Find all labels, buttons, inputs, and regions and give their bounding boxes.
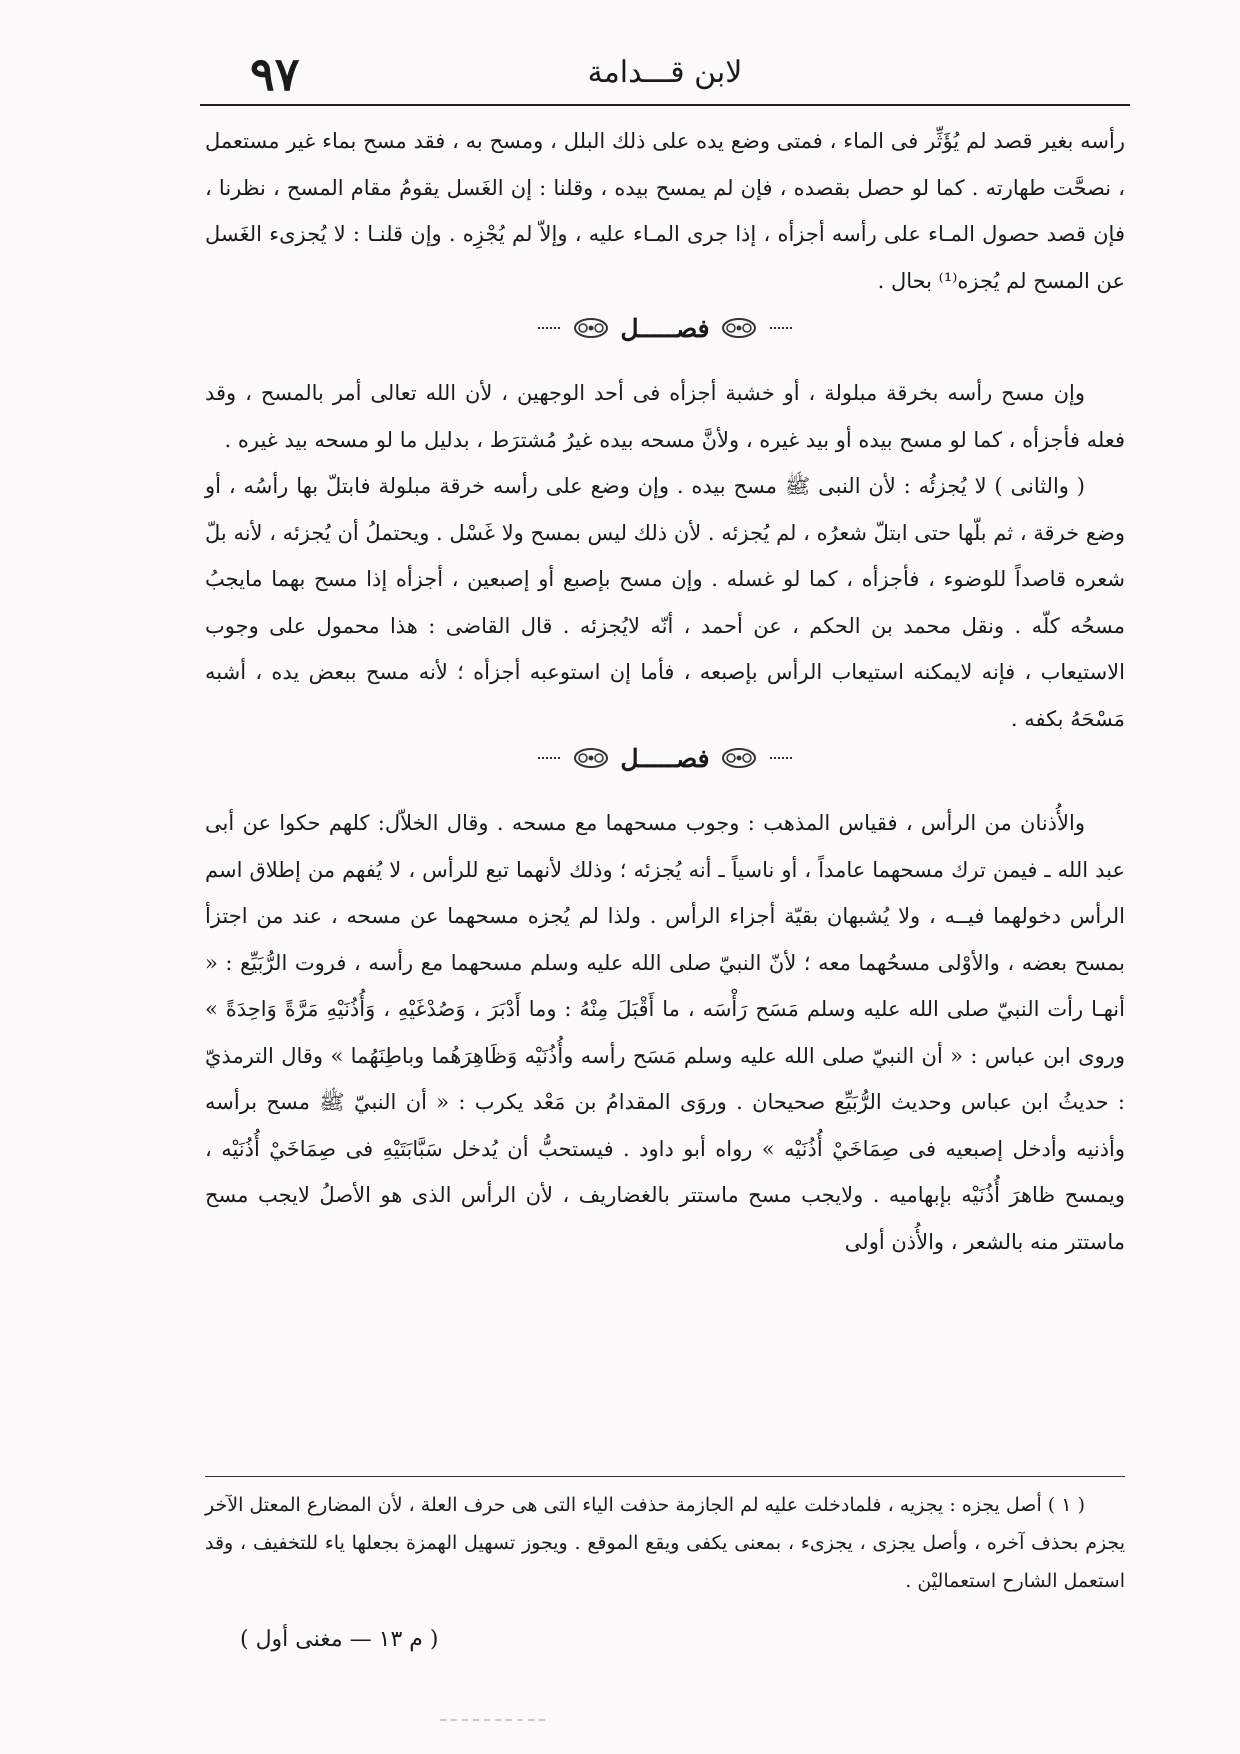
- signature-mark: ( م ١٣ — مغنى أول ): [240, 1627, 439, 1652]
- intro-paragraph: رأسه بغير قصد لم يُؤَثِّر فى الماء ، فمتى وضع يده على ذلك البلل ، ومسح به ، فقد مسح بماء غير مستعمل ، نصحَّت طهارته . كما لو حصل بقصده ، فإن لم يمسح بيده ، وقلنا : إن الغَسل يقومُ مقام المسح ، نظرنا ، فإن قصد حصول المـاء على رأسه أجزأه ، إذا جرى المـاء عليه ، وإلاّ لم يُجْزِه . وإن قلنـا : لا يُجزىء الغَسل عن المسح لم يُجزه⁽¹⁾ بحال .: [205, 129, 1125, 293]
- page-header: [200, 42, 1130, 106]
- floral-ornament-icon: [572, 745, 610, 771]
- section-2-body: [205, 800, 1125, 1265]
- page-number: ٩٧: [250, 47, 300, 101]
- dotted-ornament-right-icon: [538, 327, 560, 329]
- running-title: لابن قـــدامة: [587, 55, 743, 90]
- footnote-block: [205, 1486, 1125, 1600]
- floral-ornament-icon: [572, 315, 610, 341]
- dotted-ornament-right-icon: [538, 757, 560, 759]
- floral-ornament-icon: [720, 745, 758, 771]
- section-break-2: [205, 736, 1125, 780]
- section-1-paragraph-1: وإن مسح رأسه بخرقة مبلولة ، أو خشبة أجزأه فى أحد الوجهين ، لأن الله تعالى أمر بالمسح ، وقد فعله فأجزأه ، كما لو مسح بيده أو بيد غيره ، ولأنَّ مسحه بيده غيرُ مُشترَط ، بدليل ما لو مسحه بيد غيره .: [205, 381, 1125, 452]
- section-break-1: [205, 306, 1125, 350]
- floral-ornament-icon: [720, 315, 758, 341]
- section-2-paragraph-1: والأُذنان من الرأس ، فقياس المذهب : وجوب مسحهما مع مسحه . وقال الخلاّل: كلهم حكوا عن أبى عبد الله ـ فيمن ترك مسحهما عامداً ، أو ناسياً ـ أنه يُجزئه ؛ وذلك لأنهما تبع للرأس ، لا يُفهم من إطلاق اسم الرأس دخولهما فيــه ، ولا يُشبهان بقيّة أجزاء الرأس . ولذا لم يُجزه مسحهما عن مسحه ، عند من اجتزأ بمسح بعضه ، والأوْلى مسحُهما معه ؛ لأنّ النبيّ صلى الله عليه وسلم مسحهما مع رأسه ، فروت الرُّبَيِّع : « أنهـا رأت النبيّ صلى الله عليه وسلم مَسَح رَأْسَه ، ما أَقْبَلَ مِنْهُ : وما أَدْبَرَ ، وَصُدْغَيْهِ ، وَأُذُنَيْهِ مَرَّةً وَاحِدَةً » وروى ابن عباس : « أن النبيّ صلى الله عليه وسلم مَسَح رأسه وأُذُنَيْه وَظَاهِرَهُما وباطِنَهُما » وقال الترمذيّ : حديثُ ابن عباس وحديث الرُّبَيِّع صحيحان . وروَى المقدامُ بن مَعْد يكرب : « أن النبيّ ﷺ مسح برأسه وأذنيه وأدخل إصبعيه فى صِمَاخَيْ أُذُنَيْه » رواه أبو داود . فيستحبُّ أن يُدخل سَبَّابَتَيْهِ فى صِمَاخَيْ أُذُنَيْه ، ويمسح ظاهرَ أُذُنَيْه بإبهاميه . ولايجب مسح ماستتر بالغضاريف ، لأن الرأس الذى هو الأصلُ لايجب مسح ماستتر منه بالشعر ، والأُذن أولى: [205, 811, 1125, 1254]
- dotted-ornament-left-icon: [770, 757, 792, 759]
- section-1-body: [205, 370, 1125, 742]
- section-heading-1: فصـــــل: [620, 313, 710, 343]
- footnote-divider: [205, 1476, 1125, 1477]
- print-specks-icon: [440, 1718, 550, 1722]
- dotted-ornament-left-icon: [770, 327, 792, 329]
- section-heading-2: فصـــــل: [620, 743, 710, 773]
- section-1-paragraph-2: ( والثانى ) لا يُجزئُه : لأن النبى ﷺ مسح بيده . وإن وضع على رأسه خرقة مبلولة فابتلّ بها رأسُه ، أو وضع خرقة ، ثم بلّها حتى ابتلّ شعرُه ، لم يُجزئه . لأن ذلك ليس بمسح ولا غَسْل . ويحتملُ أن يُجزئه ، لأنه بلّ شعره قاصداً للوضوء ، فأجزأه ، كما لو غسله . وإن مسح بإصبع أو إصبعين ، أجزأه إذا مسح بهما مايجبُ مسحُه كلّه . ونقل محمد بن الحكم ، عن أحمد ، أنّه لايُجزئه . قال القاضى : هذا محمول على وجوب الاستيعاب ، فإنه لايمكنه استيعاب الرأس بإصبعه ، فأما إن استوعبه أجزأه ؛ لأنه مسح ببعض يده ، أشبه مَسْحَهُ بكفه .: [205, 474, 1125, 731]
- intro-paragraph-block: [205, 118, 1125, 304]
- footnote-1: ( ١ ) أصل يجزه : يجزيه ، فلمادخلت عليه لم الجازمة حذفت الياء التى هى حرف العلة ، لأن المضارع المعتل الآخر يجزم بحذف آخره ، وأصل يجزى ، يجزىء ، بمعنى يكفى ويقع الموقع . ويجوز تسهيل الهمزة بجعلها ياء للتخفيف ، وقد استعمل الشارح استعماليْن .: [205, 1494, 1125, 1592]
